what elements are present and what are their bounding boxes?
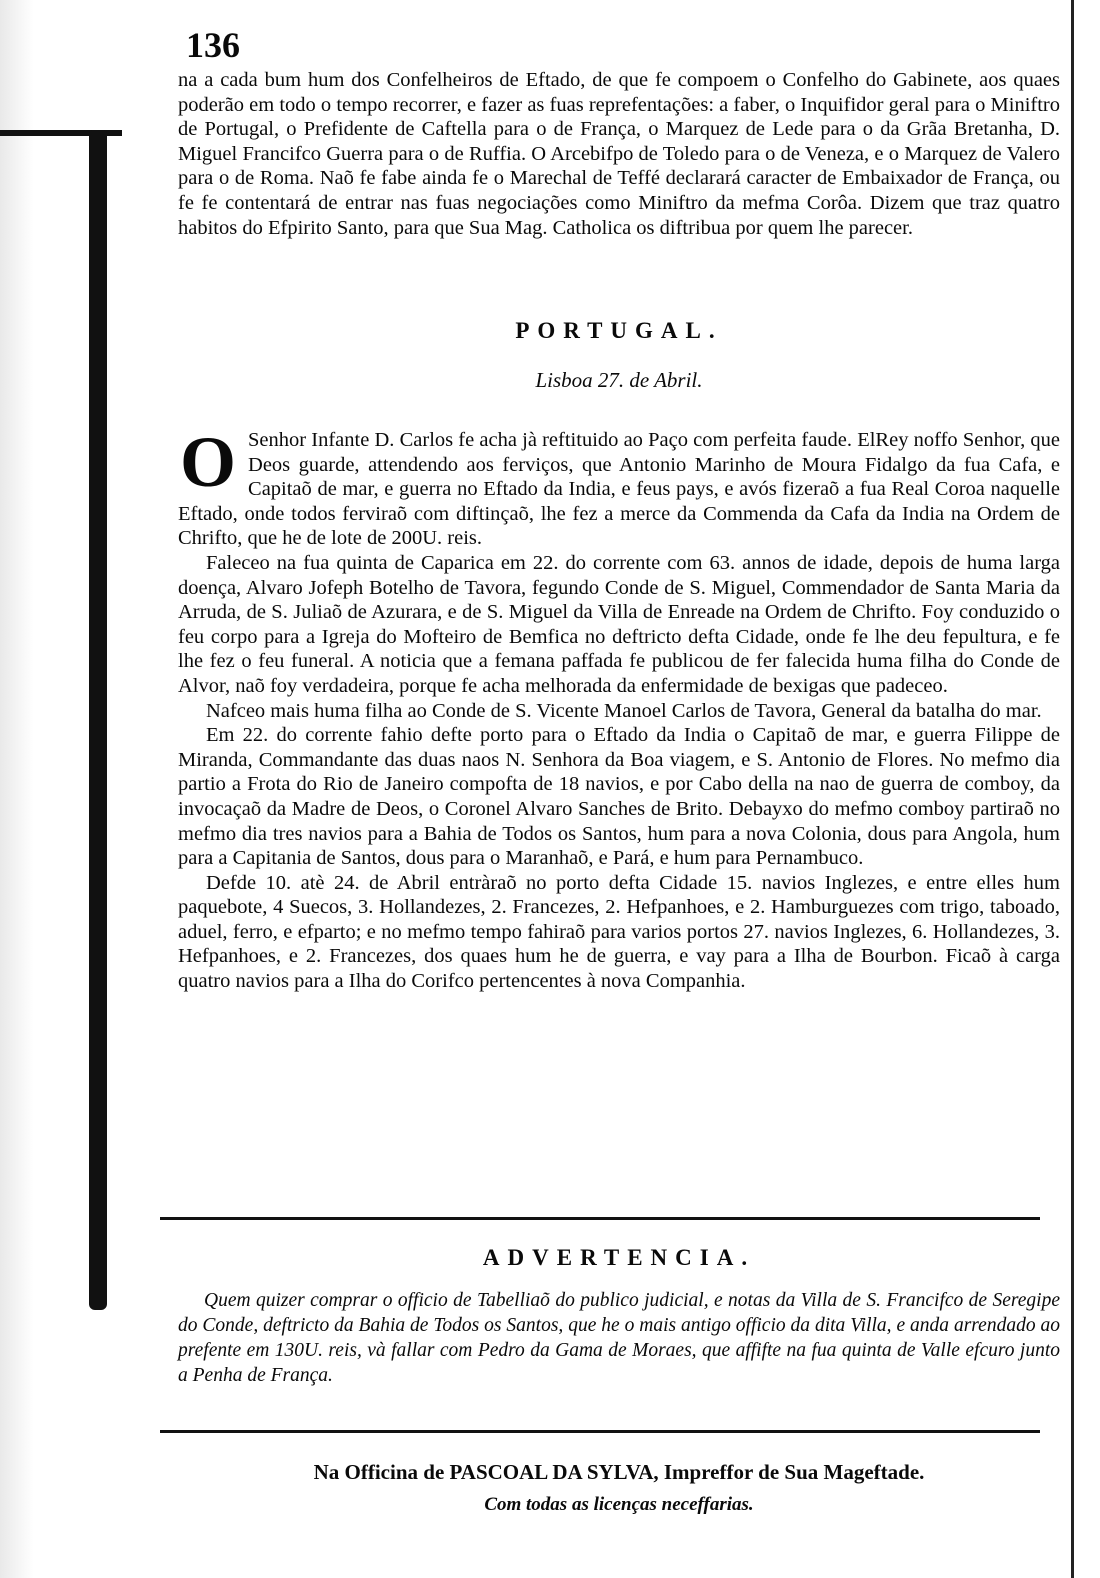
news-paragraph: Em 22. do corrente fahio defte porto para o Eftado da India o Capitaõ de mar, e guerra Filippe de Miranda, Commandante das duas naos N. Senhora da Boa viagem, e S. Antonio de Flores. No mefmo dia partio a Frota do Rio de Janeiro compofta de 18 navios, e por Cabo della na nao de guerra de comboy, da invocaçaõ da Madre de Deos, o Coronel Alvaro Sanches de Brito. Debayxo do mefmo comboy partiraõ no mefmo dia tres navios para a Bahia de Todos os Santos, hum para a nova Colonia, dous para Angola, hum para a Capitania de Santos, dous para o Maranhaõ, e Pará, e hum para Pernambuco. — [178, 724, 1060, 870]
news-paragraph — [178, 422, 1060, 551]
section-title: PORTUGAL. — [515, 318, 723, 343]
imprint-line: Na Officina de PASCOAL DA SYLVA, Impreffor de Sua Mageftade. — [313, 1460, 925, 1484]
page-edge-right — [1071, 0, 1100, 1578]
divider-rule — [160, 1217, 1040, 1220]
news-paragraph: Faleceo na fua quinta de Caparica em 22. do corrente com 63. annos de idade, depois de huma larga doença, Alvaro Jofeph Botelho de Tavora, fegundo Conde de S. Miguel, Commendador de Santa Maria da Arruda, de S. Juliaõ de Azurara, e de S. Miguel da Villa de Enreade na Ordem de Chrifto. Foy conduzido o feu corpo para a Igreja do Mofteiro de Bemfica no deftricto defta Cidade, onde fe lhe deu fepultura, e fe lhe fez o feu funeral. A noticia que a femana paffada fe publicou de fer falecida huma filha do Conde de Alvor, naõ foy verdadeira, porque fe acha melhorada da enfermidade de bexigas que padeceo. — [178, 551, 1060, 697]
news-paragraph: Nafceo mais huma filha ao Conde de S. Vicente Manoel Carlos de Tavora, General da batalha do mar. — [206, 699, 1042, 722]
licence-line: Com todas as licenças neceffarias. — [484, 1494, 754, 1515]
divider-rule — [160, 1430, 1040, 1433]
top-paragraph-block — [178, 68, 1060, 240]
drop-cap: O — [180, 422, 237, 502]
scan-edge — [0, 0, 34, 1578]
page-number: 136 — [186, 25, 240, 65]
advertencia-title: ADVERTENCIA. — [482, 1245, 756, 1270]
news-block — [178, 422, 1060, 994]
news-paragraph-text: Senhor Infante D. Carlos fe acha jà reftituido ao Paço com perfeita faude. ElRey noffo Senhor, que Deos guarde, attendendo aos ferviços, que Antonio Marinho de Moura Fidalgo da fua Cafa, e Capitaõ de mar, e guerra no Eftado da India, e feus pays, e avós fizeraõ a fua Real Coroa naquelle Eftado, onde todos ferviraõ com diftinçaõ, lhe fez a merce da Commenda da Cafa da India na Ordem de Chrifto, que he de lote de 200U. reis. — [178, 429, 1060, 550]
top-paragraph: na a cada bum hum dos Confelheiros de Eftado, de que fe compoem o Confelho do Gabinete, aos quaes poderão em todo o tempo recorrer, e fazer as fuas reprefentações: a faber, o Inquifidor geral para o Miniftro de Portugal, o Prefidente de Caftella para o de França, o Marquez de Lede para o da Grãa Bretanha, D. Miguel Francifco Guerra para o de Ruffia. O Arcebifpo de Toledo para o de Veneza, e o Marquez de Valero para o de Roma. Naõ fe fabe ainda fe o Marechal de Teffé declarará caracter de Embaixador de França, ou fe fe contentará de entrar nas fuas negociações como Miniftro da mefma Corôa. Dizem que traz quatro habitos do Efpirito Santo, para que Sua Mag. Catholica os diftribua por quem lhe parecer. — [178, 69, 1060, 239]
news-paragraph: Defde 10. atè 24. de Abril entràraõ no porto defta Cidade 15. navios Inglezes, e entre elles hum paquebote, 4 Suecos, 3. Hollandezes, 2. Francezes, 2. Hefpanhoes, e 2. Hamburguezes com trigo, taboado, aduel, ferro, e efparto; e no mefmo tempo fahiraõ para varios portos 27. navios Inglezes, 6. Hollandezes, 3. Hefpanhoes, e 2. Francezes, dos quaes hum he de guerra, e vay para a Ilha de Bourbon. Ficaõ à carga quatro navios para a Ilha do Corifco pertencentes à nova Companhia. — [178, 871, 1060, 993]
advertencia-text: Quem quizer comprar o officio de Tabelliaõ do publico judicial, e notas da Villa de S. Francifco de Seregipe do Conde, deftricto da Bahia de Todos os Santos, que he o mais antigo officio da dita Villa, e anda arrendado ao prefente em 130U. reis, và fallar com Pedro da Gama de Moraes, que affifte na fua quinta de Valle efcuro junto a Penha de França. — [178, 1290, 1060, 1386]
binding-bar — [89, 130, 107, 1310]
dateline: Lisboa 27. de Abril. — [535, 368, 703, 392]
advertencia-block — [178, 1288, 1060, 1388]
